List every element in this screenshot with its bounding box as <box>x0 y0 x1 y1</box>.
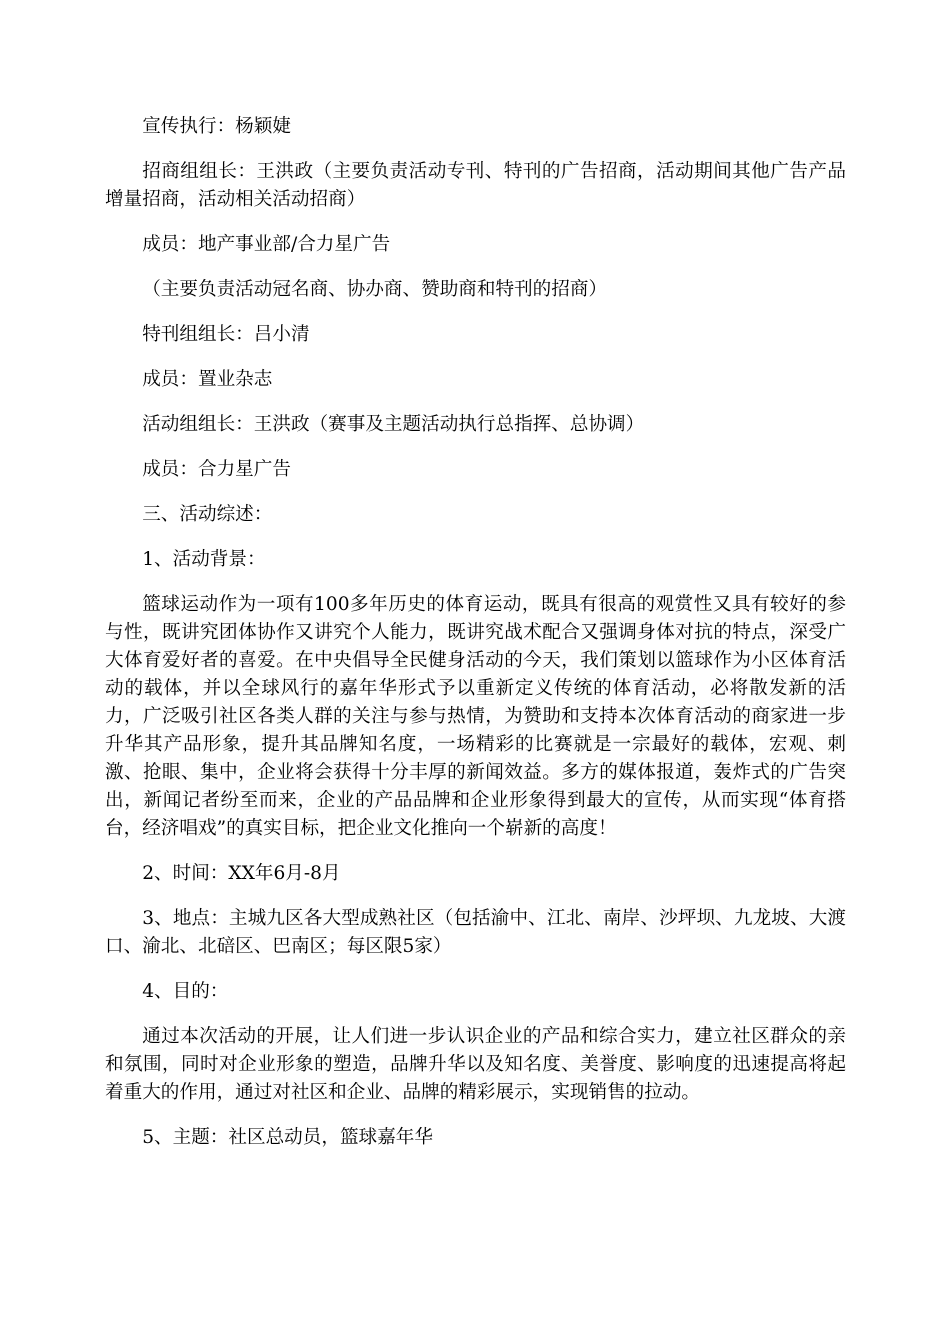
paragraph-sponsorship-duties: （主要负责活动冠名商、协办商、赞助商和特刊的招商） <box>142 279 608 300</box>
paragraph-event-leader: 活动组组长：王洪政（赛事及主题活动执行总指挥、总协调） <box>142 414 645 435</box>
paragraph-sponsorship-members: 成员：地产事业部/合力星广告 <box>142 234 391 255</box>
paragraph-publicity-executor: 宣传执行：杨颖婕 <box>142 116 291 137</box>
paragraph-location: 3、地点：主城九区各大型成熟社区（包括渝中、江北、南岸、沙坪坝、九龙坡、大渡口、渝北、北碚区、巴南区；每区限5家） <box>105 908 846 957</box>
paragraph-theme: 5、主题：社区总动员，篮球嘉年华 <box>142 1127 433 1148</box>
section-heading-overview: 三、活动综述： <box>142 504 273 525</box>
paragraph-time: 2、时间：XX年6月-8月 <box>142 863 341 884</box>
paragraph-event-members: 成员：合力星广告 <box>142 459 291 480</box>
paragraph-purpose-body: 通过本次活动的开展，让人们进一步认识企业的产品和综合实力，建立社区群众的亲和氛围，同时对企业形象的塑造，品牌升华以及知名度、美誉度、影响度的迅速提高将起着重大的作用，通过对社区和企业、品牌的精彩展示，实现销售的拉动。 <box>105 1026 846 1103</box>
paragraph-special-issue-members: 成员：置业杂志 <box>142 369 273 390</box>
subheading-purpose: 4、目的： <box>142 981 229 1002</box>
paragraph-sponsorship-leader: 招商组组长：王洪政（主要负责活动专刊、特刊的广告招商，活动期间其他广告产品增量招商，活动相关活动招商） <box>105 161 846 210</box>
subheading-background: 1、活动背景： <box>142 549 266 570</box>
paragraph-special-issue-leader: 特刊组组长：吕小清 <box>142 324 310 345</box>
paragraph-background-body: 篮球运动作为一项有100多年历史的体育运动，既具有很高的观赏性又具有较好的参与性，既讲究团体协作又讲究个人能力，既讲究战术配合又强调身体对抗的特点，深受广大体育爱好者的喜爱。在中央倡导全民健身活动的今天，我们策划以篮球作为小区体育活动的载体，并以全球风行的嘉年华形式予以重新定义传统的体育活动，必将散发新的活力，广泛吸引社区各类人群的关注与参与热情，为赞助和支持本次体育活动的商家进一步升华其产品形象，提升其品牌知名度，一场精彩的比赛就是一宗最好的载体，宏观、刺激、抢眼、集中，企业将会获得十分丰厚的新闻效益。多方的媒体报道，轰炸式的广告突出，新闻记者纷至而来，企业的产品品牌和企业形象得到最大的宣传，从而实现“体育搭台，经济唱戏”的真实目标，把企业文化推向一个崭新的高度！ <box>105 594 846 839</box>
document-body <box>105 113 846 1169</box>
